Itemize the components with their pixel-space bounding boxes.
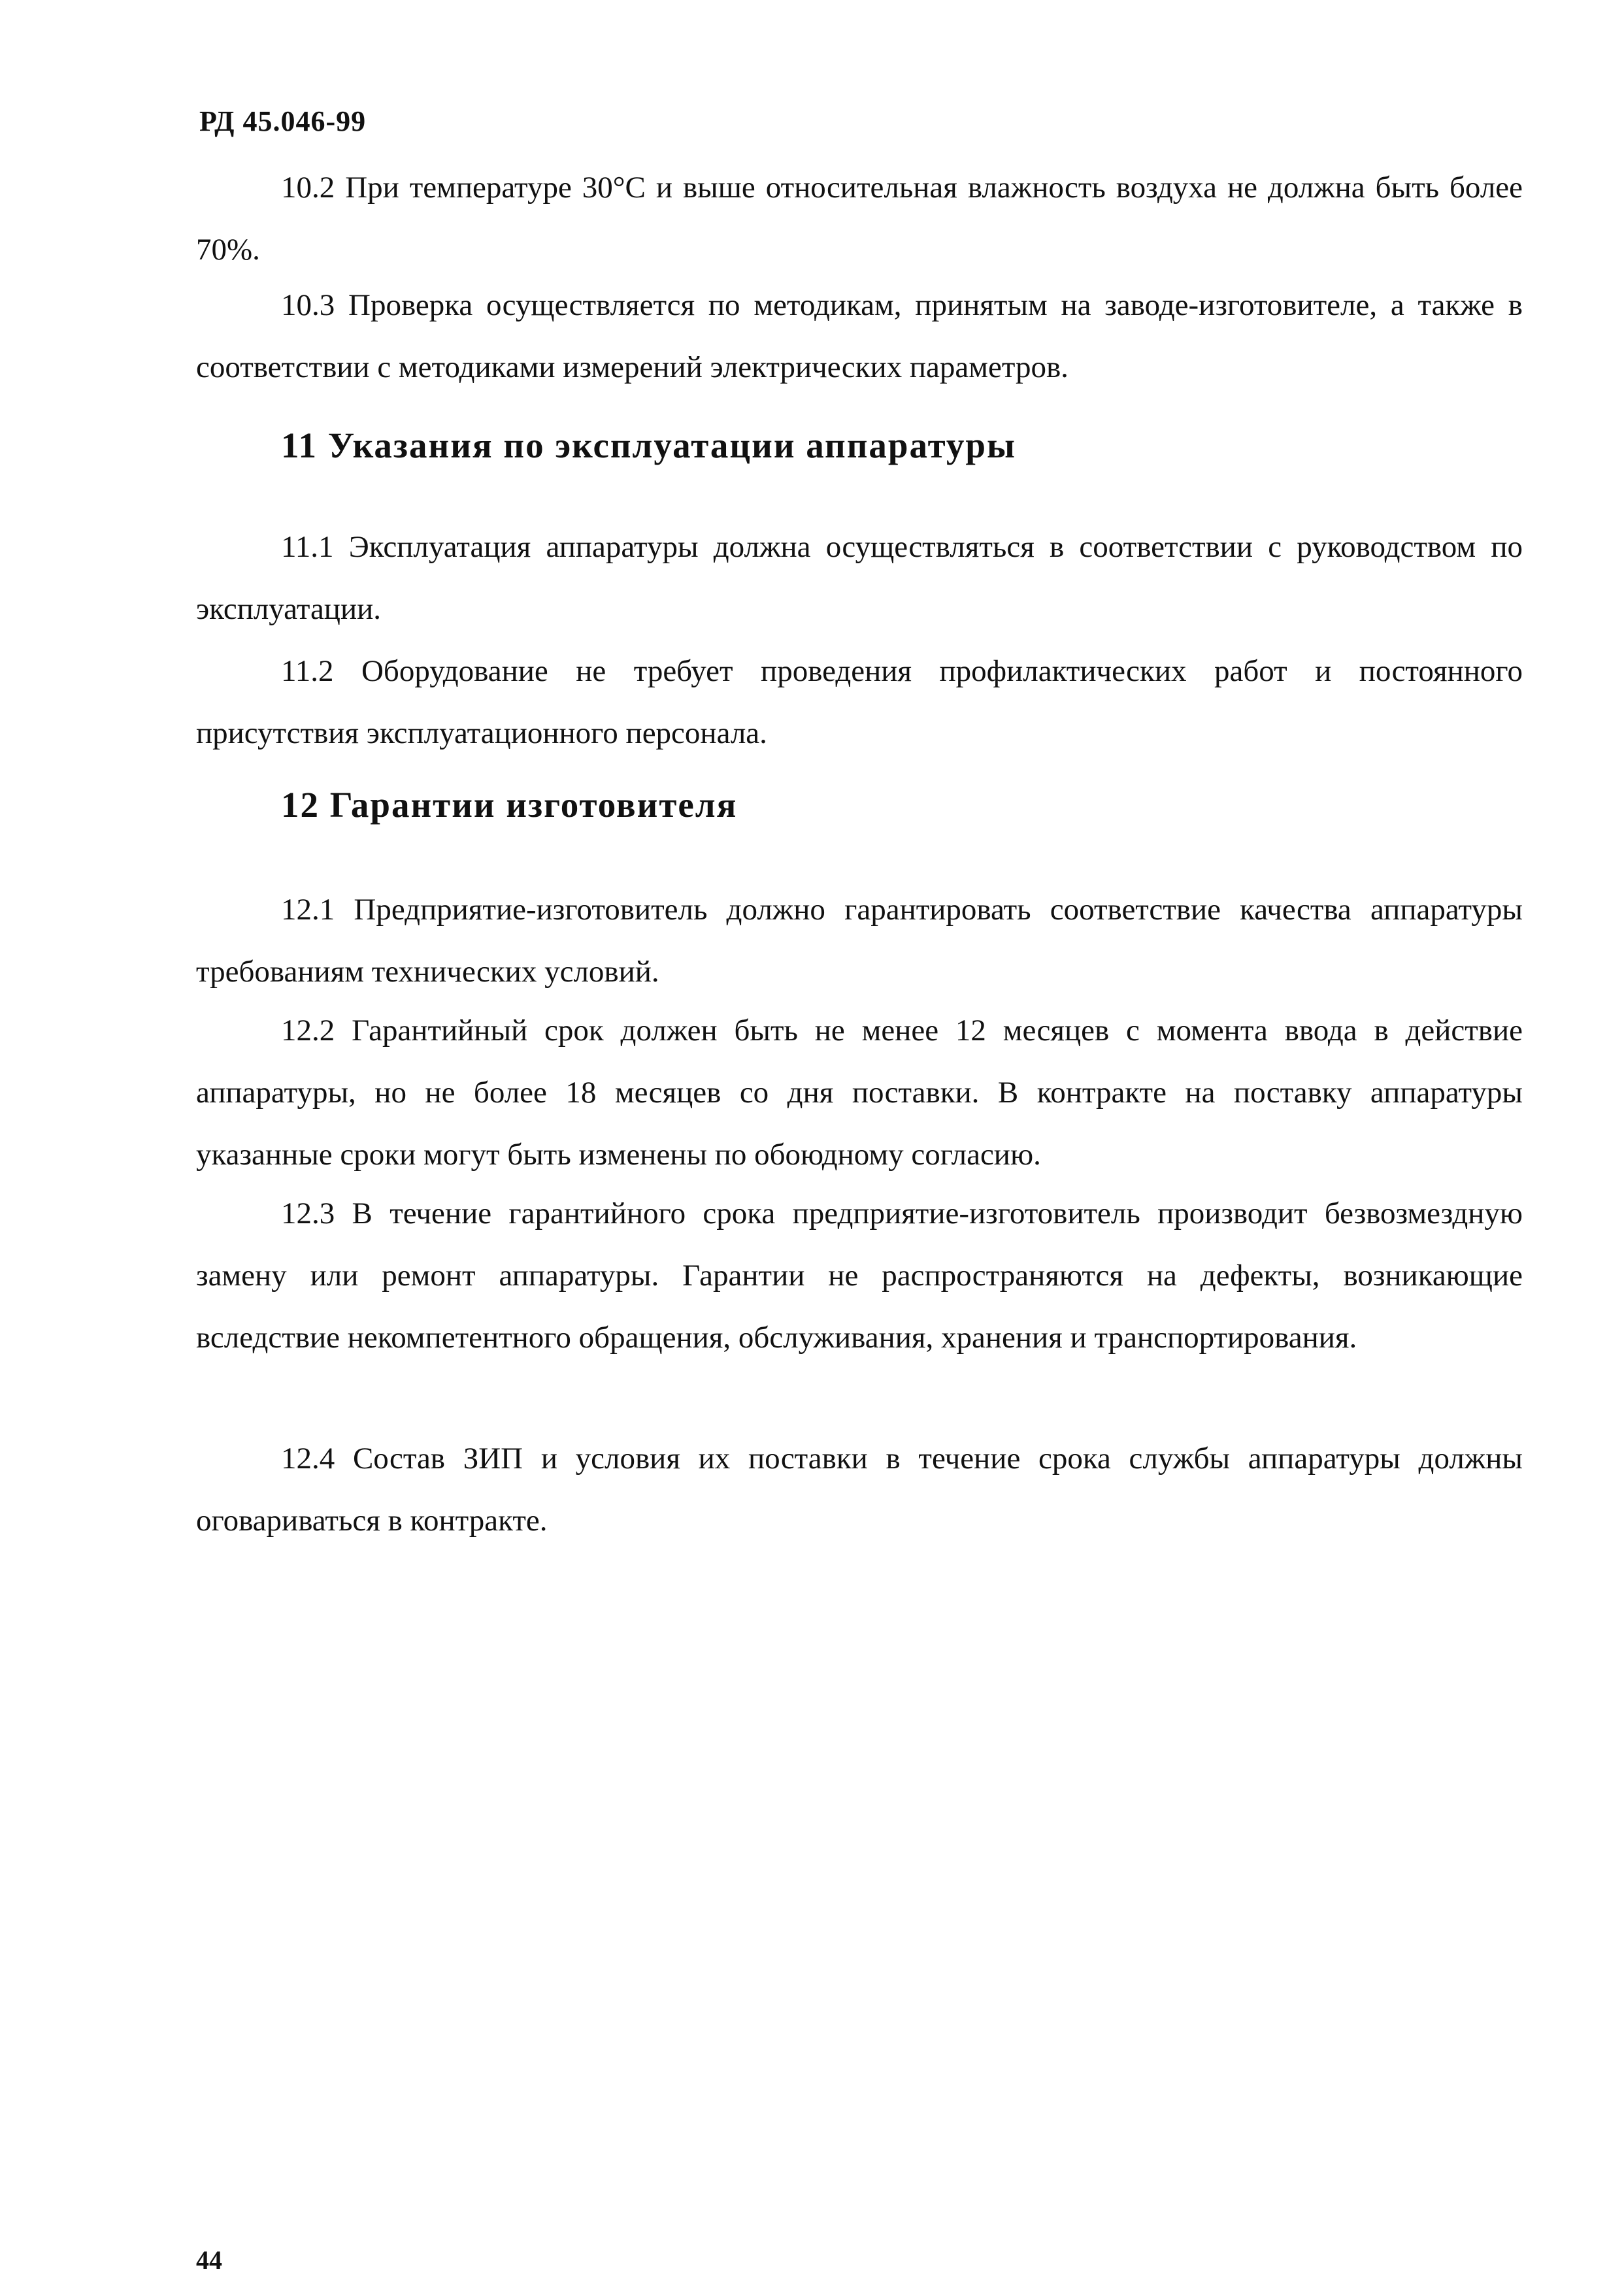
paragraph-12-4: 12.4 Состав ЗИП и условия их поставки в течение срока службы аппаратуры должны оговариваться в контракте. bbox=[196, 1442, 1523, 1538]
paragraph-12-3: 12.3 В течение гарантийного срока предприятие-изготовитель производит безвозмездную замену или ремонт аппаратуры. Гарантии не распространяются на дефекты, возникающие вследствие некомпетентного обращения, обслуживания, хранения и транспортирования. bbox=[196, 1196, 1523, 1355]
page-number: 44 bbox=[196, 2245, 222, 2275]
paragraph-10-2: 10.2 При температуре 30°С и выше относительная влажность воздуха не должна быть более 70%. bbox=[196, 171, 1523, 267]
paragraph-12-1: 12.1 Предприятие-изготовитель должно гарантировать соответствие качества аппаратуры требованиям технических условий. bbox=[196, 893, 1523, 989]
paragraph-11-1: 11.1 Эксплуатация аппаратуры должна осуществляться в соответствии с руководством по эксплуатации. bbox=[196, 530, 1523, 626]
paragraph-10-3: 10.3 Проверка осуществляется по методикам, принятым на заводе-изготовителе, а также в соответствии с методиками измерений электрических параметров. bbox=[196, 288, 1523, 384]
paragraph-12-2: 12.2 Гарантийный срок должен быть не менее 12 месяцев с момента ввода в действие аппаратуры, но не более 18 месяцев со дня поставки. В контракте на поставку аппаратуры указанные сроки могут быть изменены по обоюдному согласию. bbox=[196, 1014, 1523, 1172]
section-11-heading: 11 Указания по эксплуатации аппаратуры bbox=[281, 425, 1016, 465]
paragraph-11-2: 11.2 Оборудование не требует проведения профилактических работ и постоянного присутствия эксплуатационного персонала. bbox=[196, 654, 1523, 750]
document-code: РД 45.046-99 bbox=[199, 105, 367, 137]
section-12-heading: 12 Гарантии изготовителя bbox=[281, 785, 738, 825]
